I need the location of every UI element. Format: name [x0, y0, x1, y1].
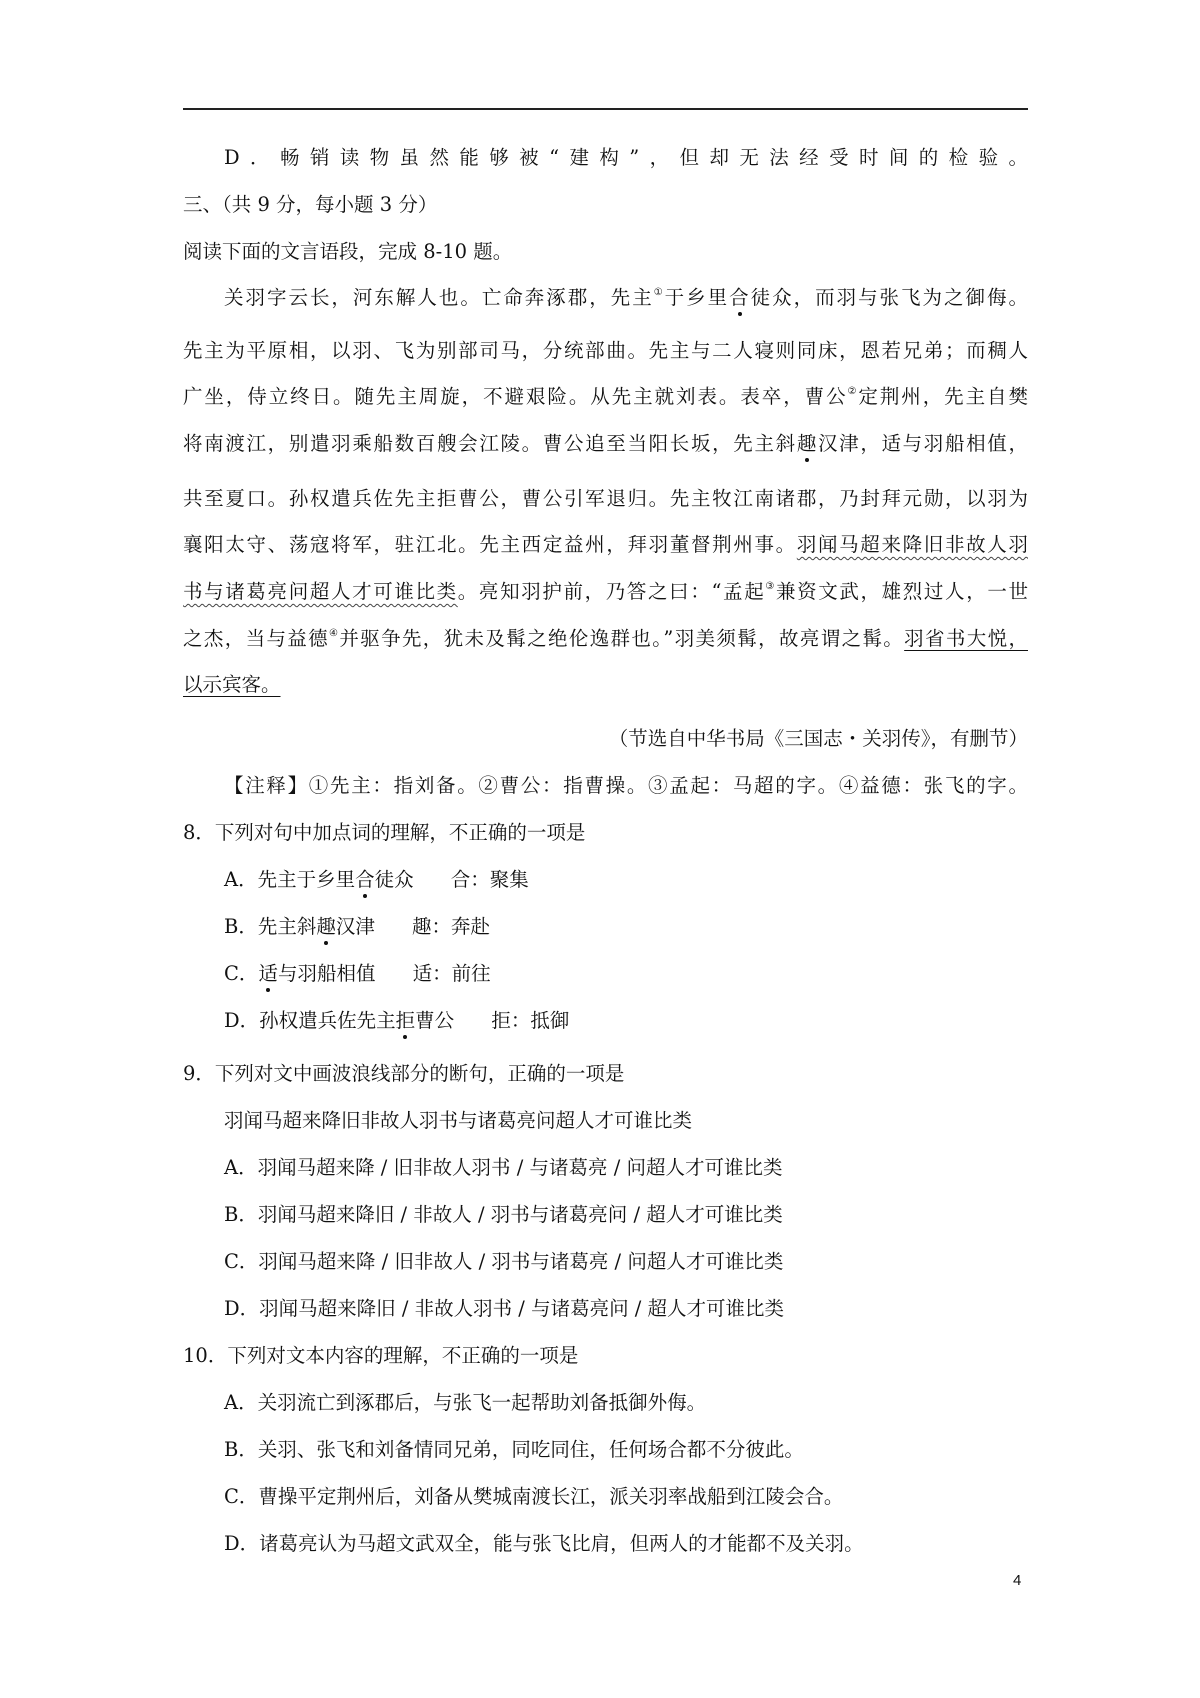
passage-text: 关羽字云长，河东解人也。亡命奔涿郡，先主 — [224, 286, 654, 309]
footnote-mark-3: ③ — [765, 581, 776, 592]
instruction: 阅读下面的文言语段，完成 8-10 题。 — [183, 240, 513, 263]
footnote-mark-2: ② — [847, 386, 859, 397]
passage-line-2: 先主为平原相，以羽、飞为别部司马，分统部曲。先主与二人寝则同床，恩若兄弟；而稠人 — [183, 339, 1028, 362]
q9-sentence: 羽闻马超来降旧非故人羽书与诸葛亮问超人才可谁比类 — [224, 1109, 693, 1132]
question-9: 9．下列对文中画波浪线部分的断句，正确的一项是 — [183, 1062, 625, 1085]
passage-text: 广坐，侍立终日。随先主周旋，不避艰险。从先主就刘表。表卒，曹公 — [183, 385, 848, 408]
passage-text: 襄阳太守、荡寇将军，驻江北。先主西定益州，拜羽董督荆州事。 — [183, 533, 797, 556]
q10-option-b: B．关羽、张飞和刘备情同兄弟，同吃同住，任何场合都不分彼此。 — [224, 1438, 804, 1461]
q9-option-a: A．羽闻马超来降 / 旧非故人羽书 / 与诸葛亮 / 问超人才可谁比类 — [224, 1156, 783, 1179]
q10-option-c: C．曹操平定荆州后，刘备从樊城南渡长江，派关羽率战船到江陵会合。 — [224, 1485, 844, 1508]
passage-line-3 — [183, 383, 1028, 411]
dotted-word-qu: 趣 — [796, 432, 818, 455]
q9-option-b: B．羽闻马超来降旧 / 非故人 / 羽书与诸葛亮问 / 超人才可谁比类 — [224, 1203, 783, 1226]
footnote-mark-4: ④ — [329, 628, 340, 639]
passage-line-8 — [183, 625, 1028, 653]
source-citation: （节选自中华书局《三国志・关羽传》，有删节） — [608, 727, 1028, 750]
dotted-word-he: 合 — [355, 868, 375, 891]
wavy-underlined-text: 羽闻马超来降旧非故人羽 — [796, 533, 1028, 556]
passage-line-9 — [183, 671, 281, 699]
annotation-notes: 【注释】①先主：指刘备。②曹公：指曹操。③孟起：马超的字。④益德：张飞的字。 — [224, 774, 1028, 797]
question-10: 10．下列对文本内容的理解，不正确的一项是 — [183, 1344, 579, 1367]
dotted-word-shi: 适 — [258, 962, 278, 985]
passage-text: 并驱争先，犹未及髯之绝伦逸群也。”羽美须髯，故亮谓之髯。 — [339, 627, 905, 650]
q8-option-b: B．先主斜趣汉津 趣：奔赴 — [224, 915, 491, 938]
passage-line-6 — [183, 531, 1028, 559]
passage-text: 将南渡江，别遣羽乘船数百艘会江陵。曹公追至当阳长坂，先主斜 — [183, 432, 797, 455]
passage-line-5: 共至夏口。孙权遣兵佐先主拒曹公，曹公引军退归。先主牧江南诸郡，乃封拜元勋，以羽为 — [183, 487, 1028, 510]
underlined-text: 羽省书大悦， — [904, 627, 1028, 650]
passage-text: 于乡里 — [664, 286, 730, 309]
q9-option-c: C．羽闻马超来降 / 旧非故人 / 羽书与诸葛亮 / 问超人才可谁比类 — [224, 1250, 784, 1273]
question-8: 8．下列对句中加点词的理解，不正确的一项是 — [183, 821, 586, 844]
passage-line-1 — [224, 284, 1028, 312]
passage-text: 徒众，而羽与张飞为之御侮。 — [750, 286, 1028, 309]
page-number: 4 — [1013, 1572, 1022, 1589]
passage-text: 。亮知羽护前，乃答之曰：“孟起 — [457, 580, 766, 603]
passage-text: 之杰，当与益德 — [183, 627, 330, 650]
footnote-mark-1: ① — [653, 287, 665, 298]
q10-option-a: A．关羽流亡到涿郡后，与张飞一起帮助刘备抵御外侮。 — [224, 1391, 707, 1414]
dotted-word-ju: 拒 — [395, 1009, 416, 1032]
passage-text: 汉津，适与羽船相值， — [817, 432, 1028, 455]
q8-option-d: D．孙权遣兵佐先主拒曹公 拒：抵御 — [224, 1009, 570, 1032]
q9-option-d: D．羽闻马超来降旧 / 非故人羽书 / 与诸葛亮问 / 超人才可谁比类 — [224, 1297, 785, 1320]
underlined-text: 以示宾客。 — [183, 673, 281, 696]
header-rule — [183, 108, 1028, 110]
q7-option-d: D．畅销读物虽然能够被“建构”，但却无法经受时间的检验。 — [224, 146, 1028, 169]
passage-line-7 — [183, 578, 1028, 606]
dotted-word-he: 合 — [729, 286, 751, 309]
q8-option-a: A．先主于乡里合徒众 合：聚集 — [224, 868, 529, 891]
dotted-word-qu: 趣 — [316, 915, 336, 938]
q10-option-d: D．诸葛亮认为马超文武双全，能与张飞比肩，但两人的才能都不及关羽。 — [224, 1532, 864, 1555]
passage-line-4 — [183, 430, 1028, 458]
section-title: 三、（共 9 分，每小题 3 分） — [183, 193, 438, 216]
wavy-underlined-text: 书与诸葛亮问超人才可谁比类 — [183, 580, 458, 603]
q8-option-c: C．适与羽船相值 适：前往 — [224, 962, 491, 985]
passage-text: 兼资文武，雄烈过人，一世 — [775, 580, 1028, 603]
passage-text: 定荆州，先主自樊 — [858, 385, 1028, 408]
